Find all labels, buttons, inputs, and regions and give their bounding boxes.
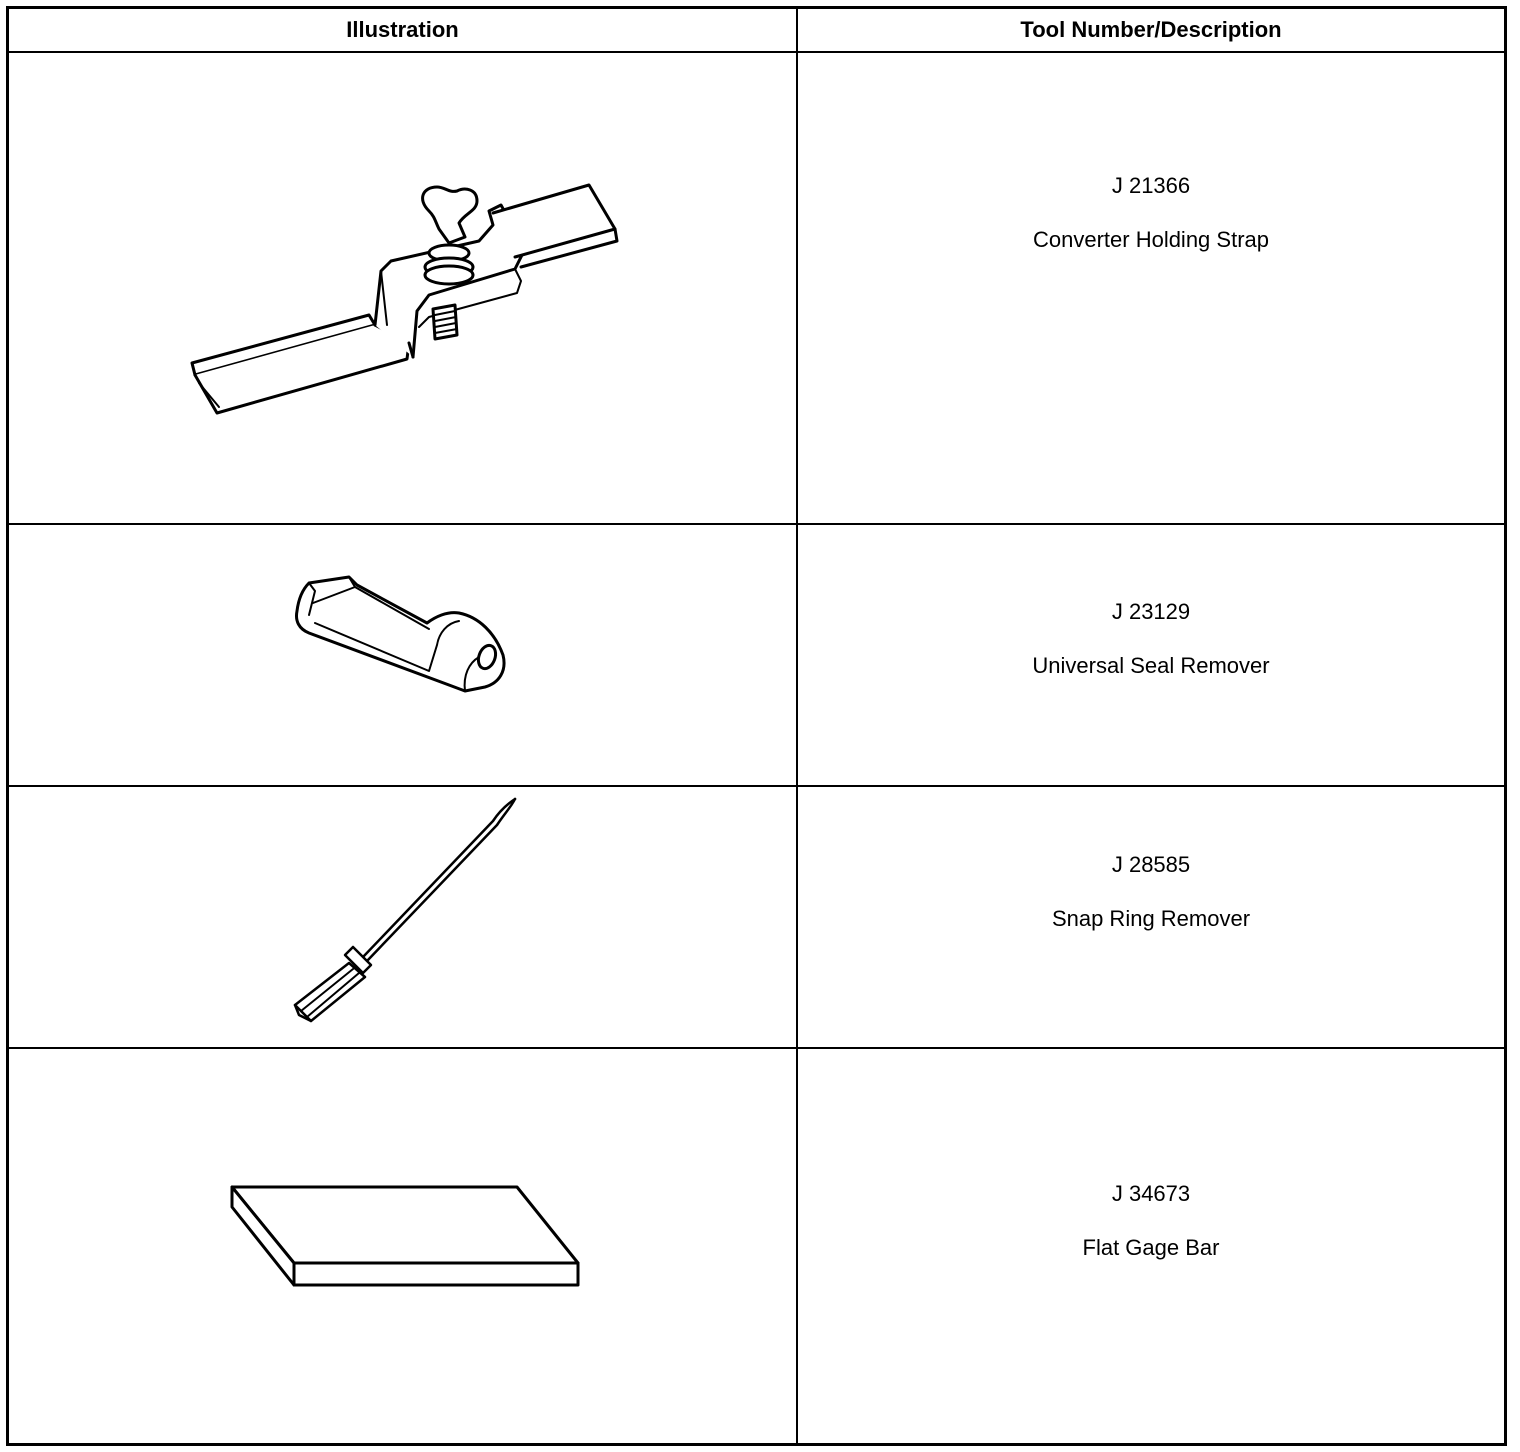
description-cell bbox=[798, 787, 1504, 1047]
description-cell bbox=[798, 53, 1504, 523]
tool-description: Universal Seal Remover bbox=[1032, 653, 1270, 678]
tool-description: Converter Holding Strap bbox=[1032, 227, 1269, 252]
table-row bbox=[9, 525, 1504, 787]
table-row bbox=[9, 787, 1504, 1049]
tool-number: J 23129 bbox=[1111, 599, 1191, 624]
tool-number: J 21366 bbox=[1111, 173, 1191, 198]
converter-holding-strap-icon bbox=[9, 53, 798, 525]
illustration-cell bbox=[9, 787, 798, 1047]
tool-number: J 28585 bbox=[1111, 852, 1191, 877]
tool-description: Snap Ring Remover bbox=[1051, 906, 1251, 931]
tool-description: Flat Gage Bar bbox=[1082, 1235, 1220, 1260]
header-tool-description: Tool Number/Description bbox=[1020, 17, 1282, 42]
tool-number: J 34673 bbox=[1111, 1181, 1191, 1206]
description-cell bbox=[798, 1049, 1504, 1443]
snap-ring-remover-icon bbox=[9, 787, 798, 1049]
illustration-cell bbox=[9, 525, 798, 785]
tool-table bbox=[6, 6, 1507, 1446]
header-illustration: Illustration bbox=[9, 9, 798, 51]
illustration-cell bbox=[9, 53, 798, 523]
flat-gage-bar-icon bbox=[9, 1049, 798, 1443]
table-row bbox=[9, 1049, 1504, 1443]
illustration-cell bbox=[9, 1049, 798, 1443]
description-cell bbox=[798, 525, 1504, 785]
table-row bbox=[9, 53, 1504, 525]
header-row bbox=[9, 9, 1504, 53]
seal-remover-icon bbox=[9, 525, 798, 787]
